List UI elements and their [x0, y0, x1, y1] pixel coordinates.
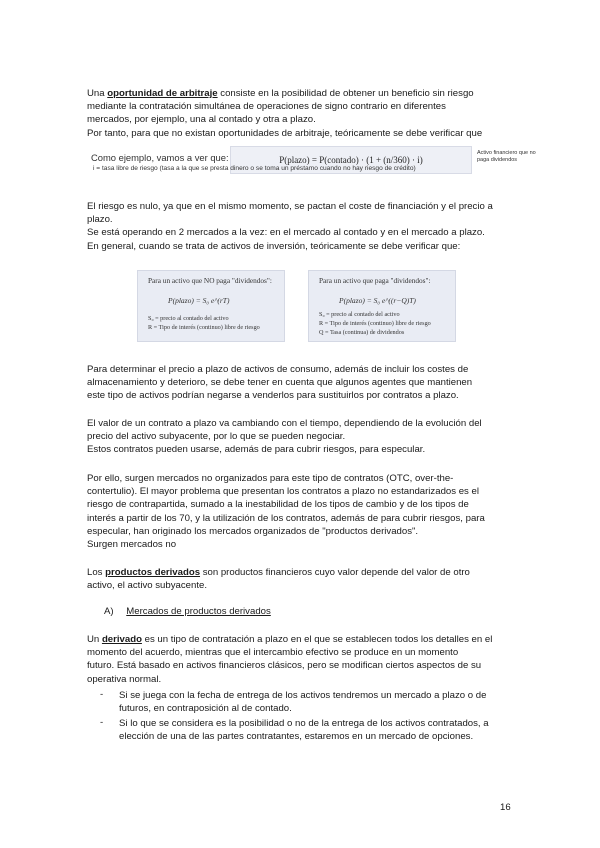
section-label: A): [104, 606, 114, 617]
bullet-marker: -: [100, 717, 104, 728]
paragraph-arbitraje: Una oportunidad de arbitraje consiste en la posibilidad de obtener un beneficio sin riesgo mediante la contratación simultánea de operaciones de signo contrario en diferentes mercados, por ejemplo, una al contado y otra a plazo. Por tanto, para que no existan oportunidades de arbitraje, teóricamente se debe verificar que: [87, 88, 483, 139]
term-derivado: derivado: [101, 634, 142, 645]
formula-footnote: i = tasa libre de riesgo (tasa a la que se presta dinero o se toma un préstamo cuando no hay riesgo de crédito): [93, 165, 416, 172]
formula-box-dividends: Para un activo que paga "dividendos": P(plazo) = S₀ e^((r−Q)T) S₀ = precio al contado del activo R = Tipo de interés (continuo) libre de riesgo Q = Tasa (continua) de dividendos: [308, 270, 456, 342]
section-heading-a: [104, 606, 271, 617]
bullet-marker: -: [100, 689, 104, 700]
section-title: Mercados de productos derivados: [126, 606, 271, 617]
paragraph-riesgo: El riesgo es nulo, ya que en el mismo momento, se pactan el coste de financiación y el precio a plazo. Se está operando en 2 mercados a la vez: en el mercado al contado y en el mercado a plazo. En general, cuando se trata de activos de inversión, teóricamente se debe verificar que:: [87, 201, 493, 252]
page-number: 16: [500, 802, 511, 813]
list-item: Si se juega con la fecha de entrega de los activos tendremos un mercado a plazo o de futuros, en contraposición al de contado.: [119, 690, 487, 715]
formula-expression: P(plazo) = P(contado) · (1 + (n/360) · i): [279, 155, 423, 165]
paragraph-consumo: Para determinar el precio a plazo de activos de consumo, además de incluir los costes de almacenamiento y deterioro, se debe tener en cuenta que algunos agentes que mantienen este tipo de activos podrían negarse a venderlos para sustituirlos por contratos a plazo.: [87, 364, 473, 402]
paragraph-derivado: Un derivado es un tipo de contratación a plazo en el que se establecen todos los detalles en el momento del acuerdo, mientras que el intercambio efectivo se produce en un momento futuro. Está basado en activos financieros clásicos, pero se modifican ciertos aspectos de su operativa normal.: [87, 634, 493, 685]
list-item: Si lo que se considera es la posibilidad o no de la entrega de los activos contratados, a elección de una de las partes contratantes, estaremos en un mercado de opciones.: [119, 718, 489, 743]
formula-box-no-dividends: Para un activo que NO paga "dividendos": P(plazo) = S₀ e^(rT) S₀ = precio al contado del activo R = Tipo de interés (continuo) libre de riesgo: [137, 270, 285, 342]
paragraph-valor-contrato: El valor de un contrato a plazo va cambiando con el tiempo, dependiendo de la evolución del precio del activo subyacente, por lo que se pueden negociar. Estos contratos pueden usarse, además de para cubrir riesgos, para especular.: [87, 418, 482, 456]
term-arbitraje: oportunidad de arbitraje: [107, 88, 218, 99]
term-productos-derivados: productos derivados: [105, 567, 201, 578]
formula-note: Activo financiero que no paga dividendos: [477, 150, 536, 163]
formula-lead: Como ejemplo, vamos a ver que:: [91, 152, 229, 163]
paragraph-productos-derivados: Los productos derivados son productos financieros cuyo valor depende del valor de otro activo, el activo subyacente.: [87, 567, 470, 592]
paragraph-mercados-otc: Por ello, surgen mercados no organizados para este tipo de contratos (OTC, over-the- contertulio). El mayor problema que presentan los contratos a plazo no estandarizados es el riesgo de contrapartida, sumado a la inestabilidad de los tipos de cambio y de los tipos de interés a partir de los 70, y la utilización de los contratos, además de para cubrir riesgos, para especular, han originado los mercados organizados de "productos derivados". Surgen mercados no: [87, 473, 485, 551]
